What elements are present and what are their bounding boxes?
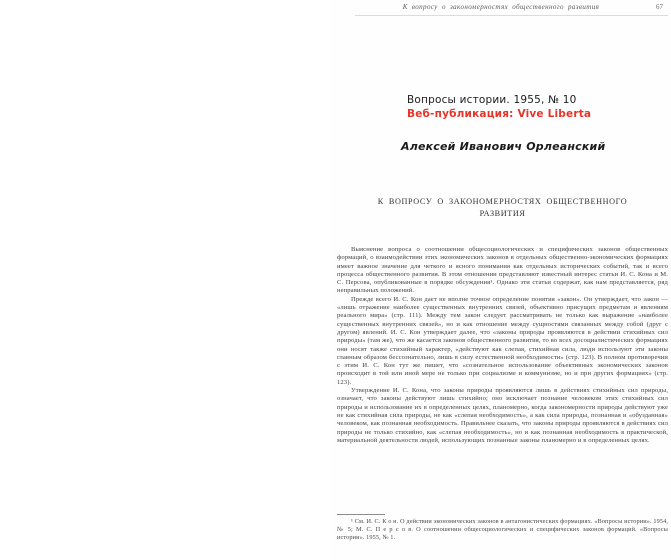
journal-citation: Вопросы истории. 1955, № 10 xyxy=(407,94,577,106)
body-paragraph: Прежде всего И. С. Кон дает не вполне точное определение понятия «закон». Он утверждает, что закон — «лишь отражение наиболее существенных внутренних связей, объективно присущих предметам и явлениям реального мира» (стр. 111). Между тем закон следует рассматривать не только как выражение «наиболее существенных внутренних связей», но и как отношение между сущностями связанных между собой (друг с другом) явлений. И. С. Кон утверждает далее, что «законы природы проявляются в действии стихийных сил природы» (там же), что же касается законов общественного развития, то во всех досоциалистических формациях они носят также стихийный характер, «действуют как слепая, стихийная сила, люди используют эти законы главным образом бессознательно, лишь в силу естественной необходимости» (стр. 123). В полном противоречии с этим И. С. Кон тут же пишет, что «сознательное использование объективных экономических законов происходит в той или иной мере не только при социализме и коммунизме, но и при других формациях» (стр. 123). xyxy=(337,295,668,386)
web-publication-line: Веб-публикация: Vive Liberta xyxy=(407,108,592,120)
article-title: К ВОПРОСУ О ЗАКОНОМЕРНОСТЯХ ОБЩЕСТВЕННОГО РАЗВИТИЯ xyxy=(377,197,628,218)
page-number: 67 xyxy=(656,3,663,11)
author-name: Алексей Иванович Орлеанский xyxy=(401,140,606,153)
body-paragraph: Выяснение вопроса о соотношении общесоциологических и специфических законов общественных формаций, о взаимодействии этих экономических законов в отдельных общественно-экономических формациях имеет важное значение для четкого и ясного понимания как отдельных исторических событий, так и всего процесса общественного развития. В этом отношении представляют известный интерес статьи И. С. Кона и М. С. Персова, опубликованные в порядке обсуждения¹. Однако эти статьи содержат, как нам представляется, ряд неправильных положений. xyxy=(337,246,668,295)
scanned-page xyxy=(331,0,671,560)
footnote-rule xyxy=(337,514,385,515)
body-paragraph: Утверждение И. С. Кона, что законы природы проявляются лишь в действиях стихийных сил природы, означает, что законы действуют лишь стихийно; оно исключает познание человеком этих стихийных сил природы и использование их в определенных целях, планомерно, когда закономерности природы действуют уже не как стихийная сила природы, не как «слепая необходимость», а как сила природы, познанная и «обузданная» человеком, как познанная необходимость. Правильнее сказать, что законы природы проявляются в действиях сил природы не только стихийно, как «слепая необходимость», но и как познанная необходимость в практической, материальной деятельности людей, использующих познанные законы планомерно и в определенных целях. xyxy=(337,387,668,444)
web-publication-meta xyxy=(407,93,591,122)
header-rule xyxy=(355,15,668,16)
footnote-text: ¹ См. И. С. К о н. О действии экономических законов в антагонистических формациях. «Вопросы истории». 1954, № 5; М. С. П е р с о в. О соотношении общесоциологических и специфических законов формаций. «Вопросы истории». 1955, № 1. xyxy=(337,518,668,541)
running-title: К вопросу о закономерностях общественного развития xyxy=(402,3,600,11)
article-body xyxy=(337,246,668,445)
